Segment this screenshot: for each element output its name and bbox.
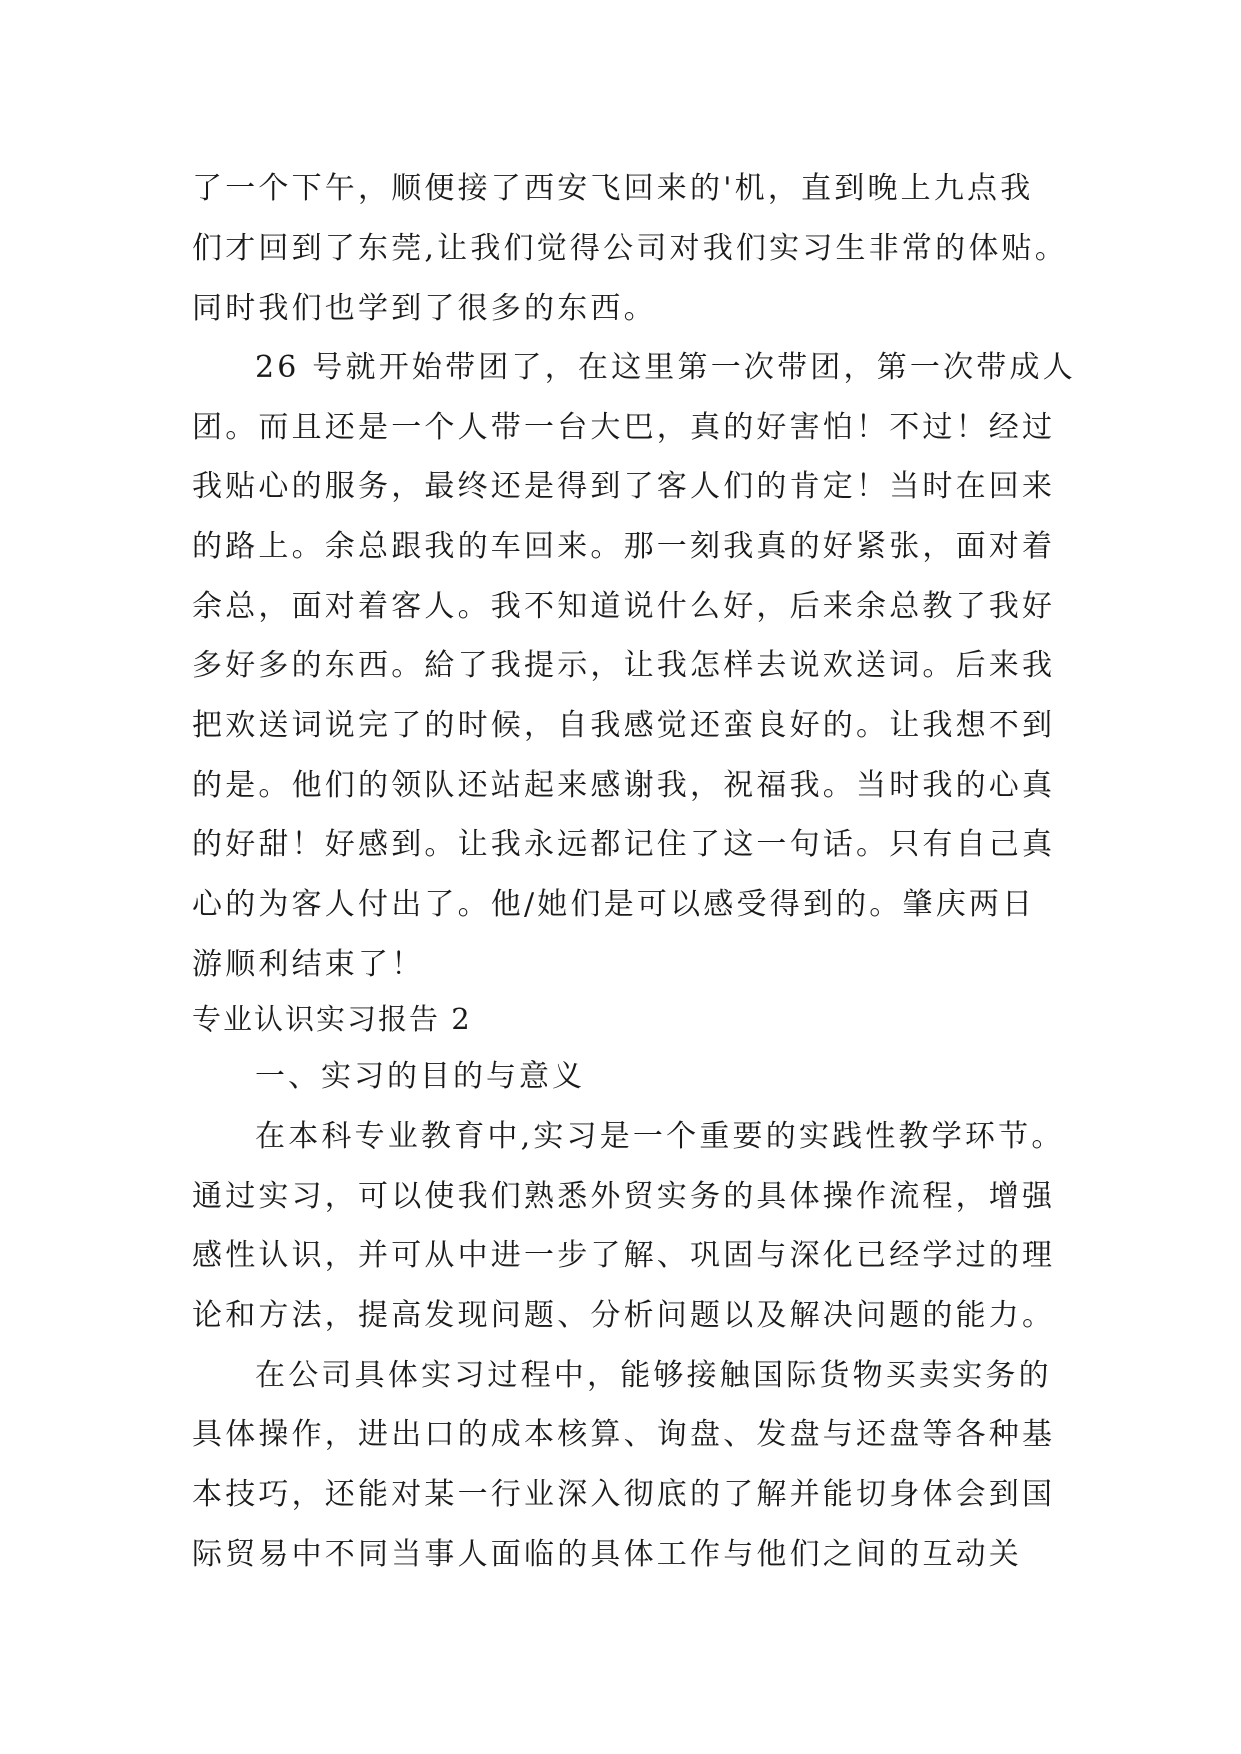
body-text-line: 余总，面对着客人。我不知道说什么好，后来余总教了我好 <box>192 589 1056 624</box>
body-text-line: 具体操作，进出口的成本核算、询盘、发盘与还盘等各种基 <box>192 1417 1056 1452</box>
body-text-line: 的路上。余总跟我的车回来。那一刻我真的好紧张，面对着 <box>192 529 1056 564</box>
body-text-line: 们才回到了东莞,让我们觉得公司对我们实习生非常的体贴。 <box>192 231 1068 266</box>
body-text-line: 本技巧，还能对某一行业深入彻底的了解并能切身体会到国 <box>192 1477 1056 1512</box>
body-text-line: 团。而且还是一个人带一台大巴，真的好害怕！不过！经过 <box>192 410 1056 445</box>
body-text-line: 的好甜！好感到。让我永远都记住了这一句话。只有自己真 <box>192 827 1056 862</box>
body-text-line: 游顺利结束了！ <box>192 947 425 982</box>
body-text-line: 论和方法，提高发现问题、分析问题以及解决问题的能力。 <box>192 1298 1056 1333</box>
body-text-line: 同时我们也学到了很多的东西。 <box>192 291 657 326</box>
body-text-line: 通过实习，可以使我们熟悉外贸实务的具体操作流程，增强 <box>192 1179 1056 1214</box>
body-text-line: 心的为客人付出了。他/她们是可以感受得到的。肇庆两日 <box>192 887 1036 922</box>
body-text-line: 的是。他们的领队还站起来感谢我，祝福我。当时我的心真 <box>192 768 1056 803</box>
paragraph-first-line: 在公司具体实习过程中，能够接触国际货物买卖实务的 <box>255 1358 1052 1393</box>
body-text-line: 我贴心的服务，最终还是得到了客人们的肯定！当时在回来 <box>192 469 1056 504</box>
paragraph-first-line: 在本科专业教育中,实习是一个重要的实践性教学环节。 <box>255 1119 1065 1154</box>
section-heading: 专业认识实习报告 2 <box>192 1002 472 1036</box>
sub-heading: 一、实习的目的与意义 <box>255 1059 585 1094</box>
body-text-line: 际贸易中不同当事人面临的具体工作与他们之间的互动关 <box>192 1537 1022 1572</box>
body-text-line: 把欢送词说完了的时候，自我感觉还蛮良好的。让我想不到 <box>192 708 1056 743</box>
paragraph-first-line: 26 号就开始带团了，在这里第一次带团，第一次带成人 <box>255 350 1076 385</box>
body-text-line: 了一个下午，顺便接了西安飞回来的'机，直到晚上九点我 <box>192 171 1034 206</box>
body-text-line: 多好多的东西。給了我提示，让我怎样去说欢送词。后来我 <box>192 648 1056 683</box>
body-text-line: 感性认识，并可从中进一步了解、巩固与深化已经学过的理 <box>192 1238 1056 1273</box>
